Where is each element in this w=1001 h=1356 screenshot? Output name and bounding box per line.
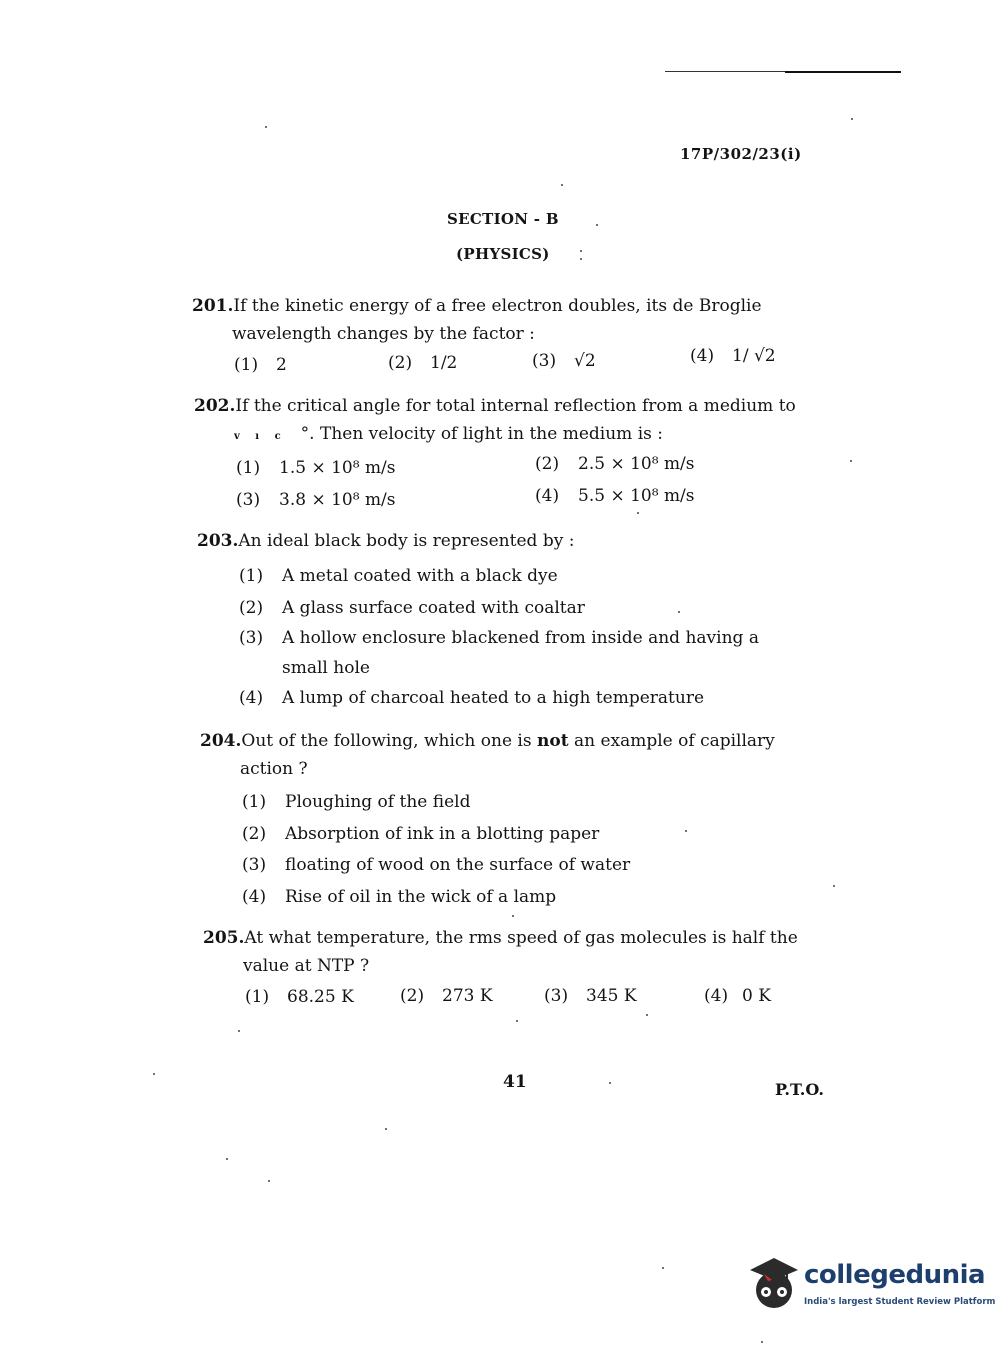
option-text: Absorption of ink in a blotting paper bbox=[285, 824, 600, 844]
option-number: (4) bbox=[242, 887, 267, 907]
question-text: At what temperature, the rms speed of gas molecules is half the bbox=[244, 928, 798, 948]
option-number: (1) bbox=[234, 355, 259, 375]
option-text: 5.5 × 10⁸ m/s bbox=[578, 486, 695, 506]
option-number: (2) bbox=[535, 454, 560, 474]
scan-speck bbox=[385, 1128, 387, 1130]
question-text: An ideal black body is represented by : bbox=[238, 531, 575, 551]
question-text-cont: °. Then velocity of light in the medium is : bbox=[300, 424, 663, 444]
scan-speck bbox=[662, 1267, 664, 1269]
pto-label: P.T.O. bbox=[775, 1080, 824, 1099]
option bbox=[239, 622, 759, 654]
option-number: (3) bbox=[242, 855, 267, 875]
scan-speck bbox=[580, 250, 582, 252]
option bbox=[242, 786, 470, 818]
scan-speck bbox=[678, 611, 680, 613]
scan-speck bbox=[268, 1180, 270, 1182]
scan-speck bbox=[850, 460, 852, 462]
option-text: 1/2 bbox=[430, 353, 458, 373]
scan-speck bbox=[580, 258, 582, 260]
option-number: (1) bbox=[245, 987, 270, 1007]
option bbox=[234, 355, 287, 375]
scan-speck bbox=[561, 184, 563, 186]
scan-speck bbox=[238, 1030, 240, 1032]
option bbox=[535, 480, 695, 512]
logo-tagline: India's largest Student Review Platform bbox=[804, 1297, 996, 1307]
option bbox=[239, 592, 585, 624]
question-number: 204. bbox=[200, 731, 242, 751]
option-text: floating of wood on the surface of water bbox=[285, 855, 631, 875]
option-text: 1.5 × 10⁸ m/s bbox=[279, 458, 396, 478]
option-text: A hollow enclosure blackened from inside and having a bbox=[282, 628, 759, 648]
option bbox=[535, 448, 695, 480]
option-number: (3) bbox=[532, 351, 557, 371]
question-text-cont: value at NTP ? bbox=[243, 956, 370, 976]
option bbox=[388, 353, 457, 373]
option-number: (4) bbox=[690, 346, 715, 366]
scan-speck bbox=[512, 915, 514, 917]
option bbox=[242, 849, 630, 881]
option-text: Rise of oil in the wick of a lamp bbox=[285, 887, 557, 907]
scan-speck bbox=[685, 830, 687, 832]
question-205 bbox=[203, 924, 798, 980]
option bbox=[236, 452, 396, 484]
option bbox=[242, 818, 599, 850]
option-number: (4) bbox=[239, 688, 264, 708]
collegedunia-logo-icon bbox=[742, 1250, 804, 1312]
option-number: (1) bbox=[242, 792, 267, 812]
scan-speck bbox=[609, 1082, 611, 1084]
scan-speck bbox=[646, 1014, 648, 1016]
option-number: (3) bbox=[239, 628, 264, 648]
question-text-emphasis: not bbox=[537, 731, 569, 751]
option bbox=[245, 987, 354, 1007]
option-number: (3) bbox=[544, 986, 569, 1006]
option-text: A lump of charcoal heated to a high temperature bbox=[282, 688, 705, 708]
option bbox=[239, 560, 558, 592]
option-text: 345 K bbox=[586, 986, 637, 1006]
option-number: (4) bbox=[535, 486, 560, 506]
option-number: (2) bbox=[388, 353, 413, 373]
option bbox=[236, 484, 396, 516]
option-text: 273 K bbox=[442, 986, 493, 1006]
question-203 bbox=[197, 527, 574, 555]
option-text: 3.8 × 10⁸ m/s bbox=[279, 490, 396, 510]
question-marks: v ı c bbox=[234, 431, 287, 442]
page-number: 41 bbox=[503, 1072, 527, 1092]
option-number: (1) bbox=[239, 566, 264, 586]
question-number: 202. bbox=[194, 396, 236, 416]
question-text: Out of the following, which one is bbox=[241, 731, 537, 751]
header-rule-bold bbox=[785, 71, 901, 73]
option-text-cont: small hole bbox=[282, 658, 370, 678]
option-text: √2 bbox=[574, 351, 596, 371]
option-number: (2) bbox=[239, 598, 264, 618]
option-number: (2) bbox=[400, 986, 425, 1006]
option bbox=[239, 682, 704, 714]
option bbox=[690, 346, 776, 366]
option-text: A metal coated with a black dye bbox=[282, 566, 558, 586]
option-text: 68.25 K bbox=[287, 987, 354, 1007]
question-text-cont: wavelength changes by the factor : bbox=[232, 324, 535, 344]
question-number: 201. bbox=[192, 296, 234, 316]
scan-speck bbox=[833, 885, 835, 887]
logo-name: collegedunia bbox=[804, 1260, 986, 1290]
section-title: SECTION - B bbox=[447, 210, 559, 228]
option-text: Ploughing of the field bbox=[285, 792, 471, 812]
scan-speck bbox=[761, 1341, 763, 1343]
scan-speck bbox=[226, 1158, 228, 1160]
option-text: 2.5 × 10⁸ m/s bbox=[578, 454, 695, 474]
question-201 bbox=[192, 292, 762, 348]
question-text: If the kinetic energy of a free electron doubles, its de Broglie bbox=[233, 296, 762, 316]
question-202 bbox=[194, 392, 796, 451]
scan-speck bbox=[516, 1020, 518, 1022]
paper-code: 17P/302/23(i) bbox=[680, 145, 802, 163]
option-text: 0 K bbox=[742, 986, 771, 1006]
question-text: an example of capillary bbox=[568, 731, 775, 751]
scan-speck bbox=[265, 126, 267, 128]
option-number: (2) bbox=[242, 824, 267, 844]
option bbox=[704, 986, 771, 1006]
option-number: (3) bbox=[236, 490, 261, 510]
scan-speck bbox=[637, 512, 639, 514]
question-number: 203. bbox=[197, 531, 239, 551]
question-text: If the critical angle for total internal reflection from a medium to bbox=[235, 396, 796, 416]
option-text: A glass surface coated with coaltar bbox=[282, 598, 585, 618]
scan-speck bbox=[596, 224, 598, 226]
option-text: 1/ √2 bbox=[732, 346, 776, 366]
section-subject: (PHYSICS) bbox=[456, 245, 550, 263]
question-number: 205. bbox=[203, 928, 245, 948]
option bbox=[532, 351, 596, 371]
option-number: (4) bbox=[704, 986, 729, 1006]
option-number: (1) bbox=[236, 458, 261, 478]
option bbox=[242, 881, 556, 913]
scan-speck bbox=[851, 118, 853, 120]
option bbox=[400, 986, 493, 1006]
option bbox=[544, 986, 637, 1006]
question-text-cont: action ? bbox=[240, 759, 308, 779]
scan-speck bbox=[153, 1073, 155, 1075]
option-text: 2 bbox=[276, 355, 287, 375]
question-204 bbox=[200, 727, 775, 783]
